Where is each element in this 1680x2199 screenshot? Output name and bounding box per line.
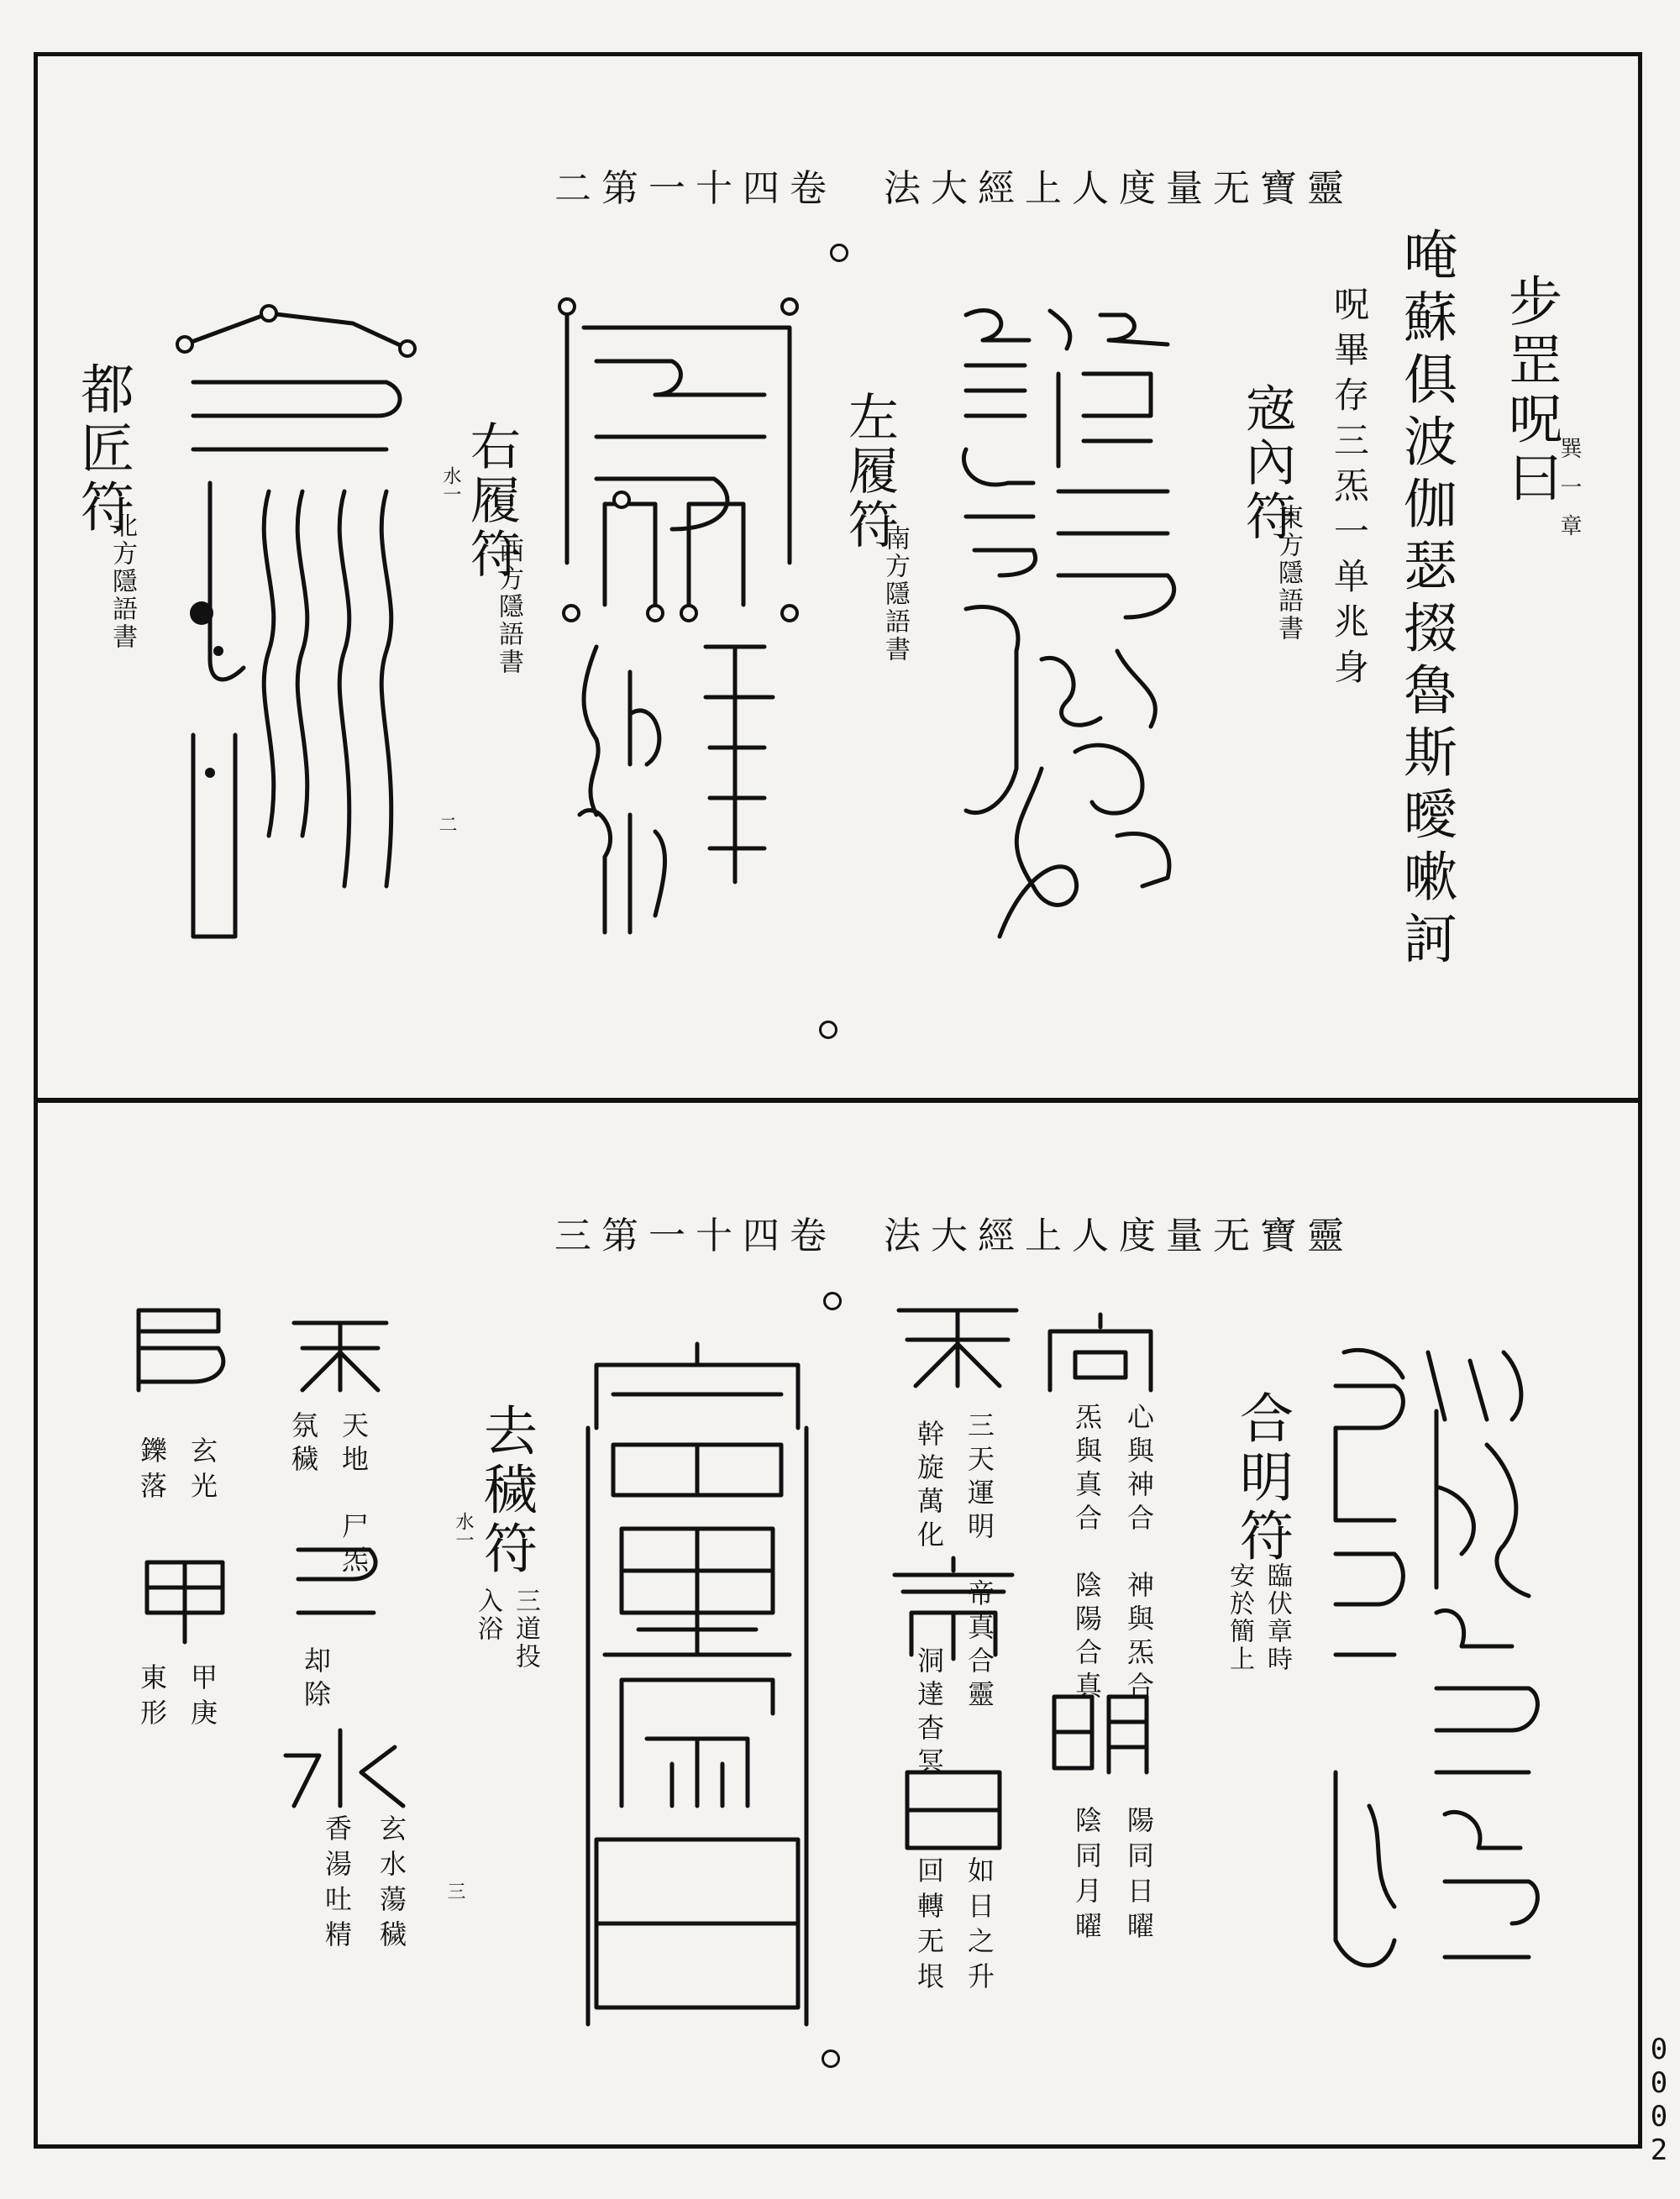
verse2-line5: 回轉无垠 [913,1856,945,1997]
fu6-note-b: 入浴 [473,1588,502,1643]
incantation-title: 步罡呪曰 [1499,273,1562,508]
verse1-line1: 心與神合 神與炁合 [1123,1403,1155,1705]
talisman-you-lu-fu [176,298,420,953]
verse4-line4: 東形 [136,1663,168,1734]
glyph-xuan [126,1298,235,1399]
fu5-note-a: 臨伏章時 [1263,1562,1292,1673]
verse2-line3: 洞達杳冥 [913,1646,945,1781]
verse2-line4: 如日之升 [963,1856,995,1997]
binding-hole-icon [819,1021,837,1039]
verse2-line2: 幹旋萬化 [913,1420,945,1554]
fu5-note-b: 安於簡上 [1225,1562,1254,1673]
fu2-name: 左履符 [840,391,899,552]
glyph-tian [890,1294,1025,1394]
verse4-line3: 甲庚 [186,1663,218,1734]
talisman-qu-hui-fu [571,1336,823,2024]
glyph-xin-shen [1033,1306,1168,1399]
chant-note: 呪畢存三炁一单兆身 [1329,286,1370,694]
incantation-text: 唵蘇俱波伽瑟掇魯斯曖嗽訶 [1394,227,1457,973]
fu6-sub: 水一 [453,1512,474,1549]
glyph-ri [895,1764,1012,1856]
verse3-line2: 氛穢 [287,1411,319,1478]
verse3-line1: 天地 尸炁 [338,1411,370,1579]
verse4-line1: 玄光 [186,1436,218,1507]
verse3-line4: 玄水蕩穢 [375,1814,407,1955]
verse4-line2: 鑠落 [136,1436,168,1507]
top-page-header: 二第一十四卷 法大經上人度量无寶靈 [554,167,1354,210]
verse3-line3: 却除 [300,1646,332,1714]
fu3-sub: 水一 [440,466,461,503]
talisman-zuo-lu-fu [546,294,823,966]
binding-hole-icon [830,244,848,262]
fu3-note: 西方隱語書 [494,538,523,676]
verse1-line4: 陰同月曜 [1071,1806,1103,1947]
fu3-name: 右履符 [462,420,521,581]
page-number: 0002 [1642,2033,1676,2167]
fu5-name: 合明符 [1231,1390,1293,1567]
binding-hole-icon [822,2049,840,2068]
fu4-name: 都匠符 [71,361,134,538]
fu2-note: 南方隱語書 [880,525,910,664]
verse2-line1: 三天運明 帝真合靈 [963,1411,995,1714]
fu6-name: 去穢符 [475,1403,537,1579]
bottom-folio: 三 [444,1881,465,1900]
side-mark: 巽一章 [1557,437,1582,553]
fu1-name: 宼內符 [1237,382,1296,543]
bottom-page-header: 三第一十四卷 法大經上人度量无寶靈 [554,1215,1354,1257]
fu1-note: 東方隱語書 [1273,504,1303,643]
glyph-di [882,1554,1025,1663]
glyph-tian-small [286,1306,395,1399]
top-folio: 二 [436,815,457,833]
fu6-note-a: 三道投 [511,1588,540,1671]
verse1-line3: 陽同日曜 [1123,1806,1155,1947]
glyph-ming [1042,1688,1159,1781]
glyph-shui [269,1722,412,1814]
verse1-line2: 炁與真合 陰陽合真 [1071,1403,1103,1705]
fu4-note: 北方隱語書 [108,512,137,651]
verse3-line5: 香湯吐精 [321,1814,353,1955]
binding-hole-icon [823,1292,842,1310]
glyph-jia [134,1554,235,1646]
glyph-san [286,1537,386,1638]
talisman-he-ming-fu [1319,1336,1554,2007]
talisman-kou-nei-fu [949,298,1201,987]
